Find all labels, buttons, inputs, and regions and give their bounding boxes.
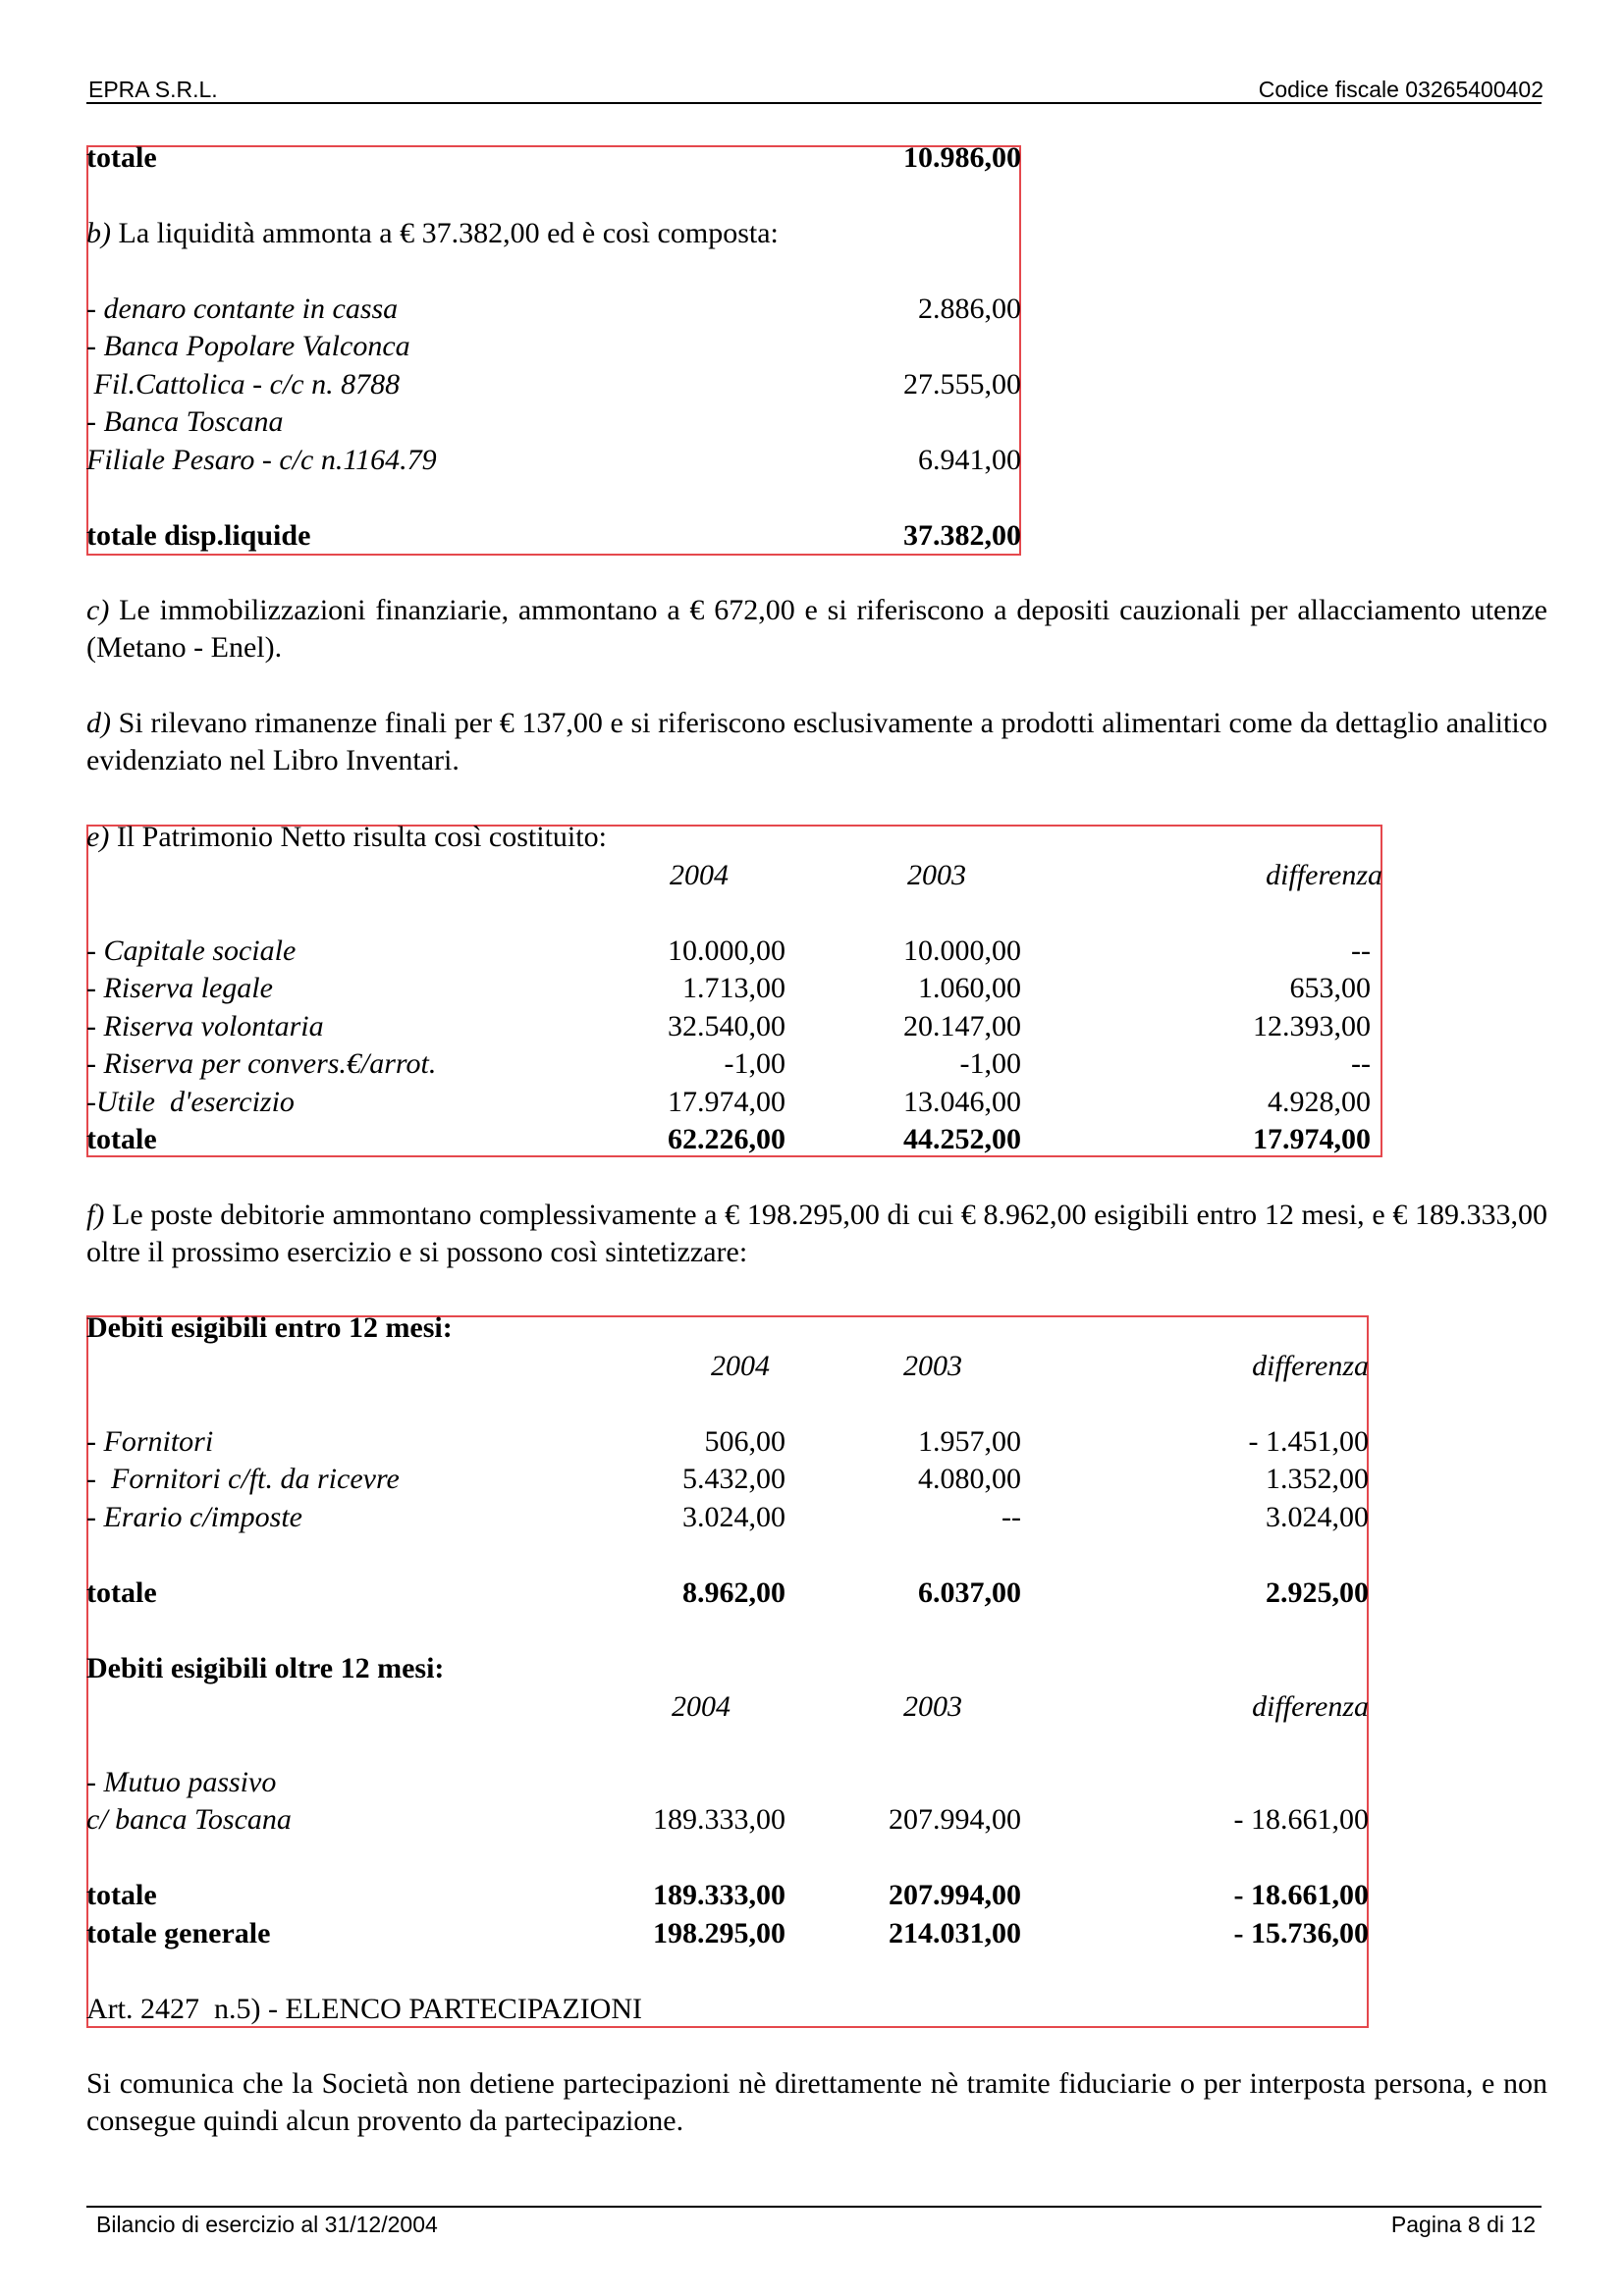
liquidity-row-label: - Banca Toscana xyxy=(86,405,284,438)
equity-row-2003: 20.147,00 xyxy=(903,1010,1021,1042)
equity-row-label: - Riserva legale xyxy=(86,972,273,1004)
company-name: EPRA S.R.L. xyxy=(88,77,218,102)
grand-total-label: totale generale xyxy=(86,1917,271,1949)
debts-beyond-total-2003: 207.994,00 xyxy=(889,1879,1021,1911)
section-f-paragraph xyxy=(86,1197,1547,1271)
debt-row-2003: 1.957,00 xyxy=(918,1425,1021,1458)
debts-within-col-diff: differenza xyxy=(1252,1350,1369,1382)
liquidity-row-label: - Banca Popolare Valconca xyxy=(86,330,410,362)
debts-within-col-2003: 2003 xyxy=(903,1350,962,1382)
equity-row-2004: -1,00 xyxy=(724,1047,785,1080)
liquidity-row-value: 2.886,00 xyxy=(918,293,1021,325)
section-f-letter: f) xyxy=(86,1199,105,1231)
debt-row-diff: - 1.451,00 xyxy=(1248,1425,1369,1458)
section-d-letter: d) xyxy=(86,707,111,739)
section-c-paragraph xyxy=(86,592,1547,667)
debts-within-total-label: totale xyxy=(86,1576,157,1609)
equity-total-label: totale xyxy=(86,1123,157,1155)
art-heading: Art. 2427 n.5) - ELENCO PARTECIPAZIONI xyxy=(86,1993,642,2025)
debts-within-heading: Debiti esigibili entro 12 mesi: xyxy=(86,1311,453,1344)
equity-row-2004: 1.713,00 xyxy=(682,972,785,1004)
debts-beyond-total-diff: - 18.661,00 xyxy=(1233,1879,1369,1911)
header-divider xyxy=(86,102,1542,104)
section-c-text: Le immobilizzazioni finanziarie, ammontano a € 672,00 e si riferiscono a depositi cauzionali per allacciamento utenze (Metano - Enel). xyxy=(86,594,1547,664)
equity-row-2003: 13.046,00 xyxy=(903,1086,1021,1118)
section-e-intro xyxy=(86,819,607,856)
liquidity-row-label: - denaro contante in cassa xyxy=(86,293,399,325)
mortgage-2004: 189.333,00 xyxy=(653,1803,785,1836)
debt-row-2004: 5.432,00 xyxy=(682,1463,785,1495)
footer-title: Bilancio di esercizio al 31/12/2004 xyxy=(96,2212,438,2237)
tax-code: Codice fiscale 03265400402 xyxy=(1258,77,1543,102)
debts-within-total-2004: 8.962,00 xyxy=(682,1576,785,1609)
section-c-letter: c) xyxy=(86,594,110,626)
debts-beyond-col-2004: 2004 xyxy=(672,1690,731,1723)
section-d-text: Si rilevano rimanenze finali per € 137,00 e si riferiscono esclusivamente a prodotti alimentari come da dettaglio analitico evidenziato nel Libro Inventari. xyxy=(86,707,1547,776)
debts-beyond-total-2004: 189.333,00 xyxy=(653,1879,785,1911)
section-e-intro-text: Il Patrimonio Netto risulta così costituito: xyxy=(116,821,607,853)
debt-row-label: - Fornitori xyxy=(86,1425,214,1458)
debt-row-2004: 506,00 xyxy=(704,1425,785,1458)
grand-total-2003: 214.031,00 xyxy=(889,1917,1021,1949)
section-b-intro xyxy=(86,215,779,252)
debt-row-diff: 1.352,00 xyxy=(1266,1463,1369,1495)
equity-row-2003: 1.060,00 xyxy=(918,972,1021,1004)
footer-divider xyxy=(86,2206,1542,2208)
debt-row-label: - Fornitori c/ft. da ricevre xyxy=(86,1463,400,1495)
debt-row-2003: 4.080,00 xyxy=(918,1463,1021,1495)
equity-col-diff: differenza xyxy=(1266,859,1382,891)
liquidity-row-label: Filiale Pesaro - c/c n.1164.79 xyxy=(86,444,437,476)
equity-row-2003: 10.000,00 xyxy=(903,934,1021,967)
debt-row-label: - Erario c/imposte xyxy=(86,1501,302,1533)
section-a-total-value: 10.986,00 xyxy=(903,141,1021,174)
mortgage-label: - Mutuo passivo xyxy=(86,1766,277,1798)
section-a-total-label: totale xyxy=(86,141,157,174)
equity-total-2003: 44.252,00 xyxy=(903,1123,1021,1155)
equity-total-diff: 17.974,00 xyxy=(1253,1123,1371,1155)
equity-row-2004: 10.000,00 xyxy=(668,934,785,967)
grand-total-2004: 198.295,00 xyxy=(653,1917,785,1949)
liquidity-row-value: 6.941,00 xyxy=(918,444,1021,476)
equity-col-2004: 2004 xyxy=(670,859,729,891)
debts-beyond-col-diff: differenza xyxy=(1252,1690,1369,1723)
equity-row-label: - Capitale sociale xyxy=(86,934,297,967)
equity-col-2003: 2003 xyxy=(907,859,966,891)
debts-beyond-heading: Debiti esigibili oltre 12 mesi: xyxy=(86,1652,445,1684)
liquidity-row-label: Fil.Cattolica - c/c n. 8788 xyxy=(86,368,401,400)
debts-within-total-2003: 6.037,00 xyxy=(918,1576,1021,1609)
debts-within-col-2004: 2004 xyxy=(711,1350,770,1382)
mortgage-2003: 207.994,00 xyxy=(889,1803,1021,1836)
section-d-paragraph xyxy=(86,705,1547,779)
grand-total-diff: - 15.736,00 xyxy=(1233,1917,1369,1949)
debts-within-total-diff: 2.925,00 xyxy=(1266,1576,1369,1609)
section-f-text: Le poste debitorie ammontano complessivamente a € 198.295,00 di cui € 8.962,00 esigibili entro 12 mesi, e € 189.333,00 oltre il prossimo esercizio e si possono così sintetizzare: xyxy=(86,1199,1547,1268)
mortgage-diff: - 18.661,00 xyxy=(1233,1803,1369,1836)
liquidity-total-value: 37.382,00 xyxy=(903,519,1021,552)
equity-row-diff: 4.928,00 xyxy=(1268,1086,1371,1118)
closing-paragraph: Si comunica che la Società non detiene partecipazioni nè direttamente nè tramite fiduciarie o per interposta persona, e non consegue quindi alcun provento da partecipazione. xyxy=(86,2067,1547,2137)
equity-row-diff: -- xyxy=(1351,1047,1371,1080)
debt-row-2003: -- xyxy=(1001,1501,1021,1533)
equity-total-2004: 62.226,00 xyxy=(668,1123,785,1155)
section-b-intro-text: La liquidità ammonta a € 37.382,00 ed è così composta: xyxy=(118,217,779,249)
liquidity-row-value: 27.555,00 xyxy=(903,368,1021,400)
equity-row-diff: 12.393,00 xyxy=(1253,1010,1371,1042)
equity-row-label: -Utile d'esercizio xyxy=(86,1086,295,1118)
debts-beyond-col-2003: 2003 xyxy=(903,1690,962,1723)
equity-row-diff: -- xyxy=(1351,934,1371,967)
section-b-letter: b) xyxy=(86,217,111,249)
page-number: Pagina 8 di 12 xyxy=(1390,2212,1536,2237)
equity-row-2004: 32.540,00 xyxy=(668,1010,785,1042)
debt-row-2004: 3.024,00 xyxy=(682,1501,785,1533)
mortgage-bank-label: c/ banca Toscana xyxy=(86,1803,292,1836)
section-e-letter: e) xyxy=(86,821,110,853)
debt-row-diff: 3.024,00 xyxy=(1266,1501,1369,1533)
equity-row-label: - Riserva per convers.€/arrot. xyxy=(86,1047,437,1080)
liquidity-total-label: totale disp.liquide xyxy=(86,519,311,552)
equity-row-2003: -1,00 xyxy=(959,1047,1021,1080)
equity-row-label: - Riserva volontaria xyxy=(86,1010,324,1042)
equity-row-2004: 17.974,00 xyxy=(668,1086,785,1118)
debts-beyond-total-label: totale xyxy=(86,1879,157,1911)
equity-row-diff: 653,00 xyxy=(1289,972,1371,1004)
